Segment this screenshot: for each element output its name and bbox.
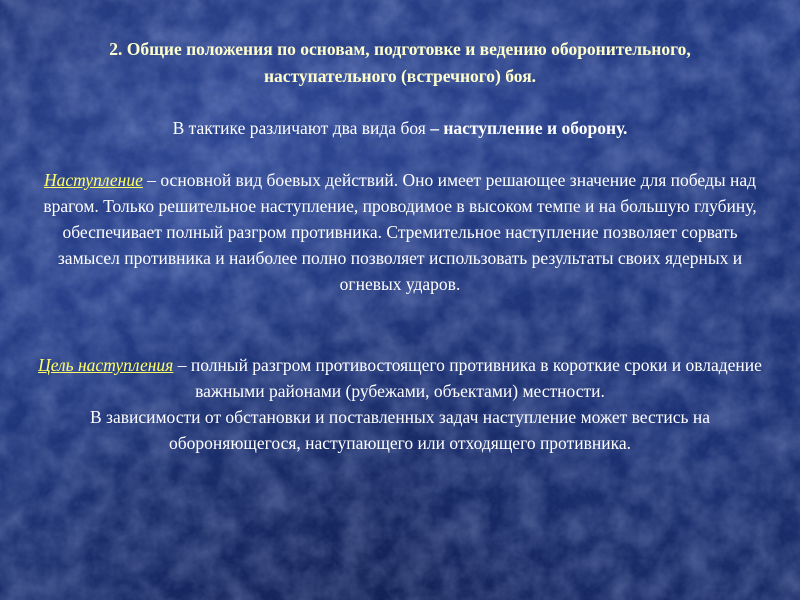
title-line-1: 2. Общие положения по основам, подготовке и ведению оборонительного, xyxy=(109,39,691,59)
goal-text-2: В зависимости от обстановки и поставленных задач наступление может вестись на обороняющегося, наступающего или отходящего противника. xyxy=(89,407,711,453)
offense-term: Наступление xyxy=(43,170,143,190)
offense-text: – основной вид боевых действий. Оно имеет решающее значение для победы над врагом. Только решительное наступление, проводимое в высоком темпе и на большую глубину, обеспечивает полный разгром противника. Стремительное наступление позволяет сорвать замысел противника и наиболее полно позволяет использовать результаты своих ядерных и огневых ударов. xyxy=(43,170,757,294)
goal-paragraph xyxy=(30,352,770,456)
title-line-2: наступательного (встречного) боя. xyxy=(263,66,537,86)
slide-title xyxy=(22,36,778,90)
intro-bold-text: – наступление и оборону. xyxy=(430,118,628,138)
intro-paragraph xyxy=(22,115,778,141)
goal-term: Цель наступления xyxy=(38,355,174,375)
goal-text: – полный разгром противостоящего противника в короткие сроки и овладение важными районами (рубежами, объектами) местности. xyxy=(173,355,762,401)
intro-text: В тактике различают два вида боя xyxy=(172,118,431,138)
offense-paragraph xyxy=(40,167,760,297)
